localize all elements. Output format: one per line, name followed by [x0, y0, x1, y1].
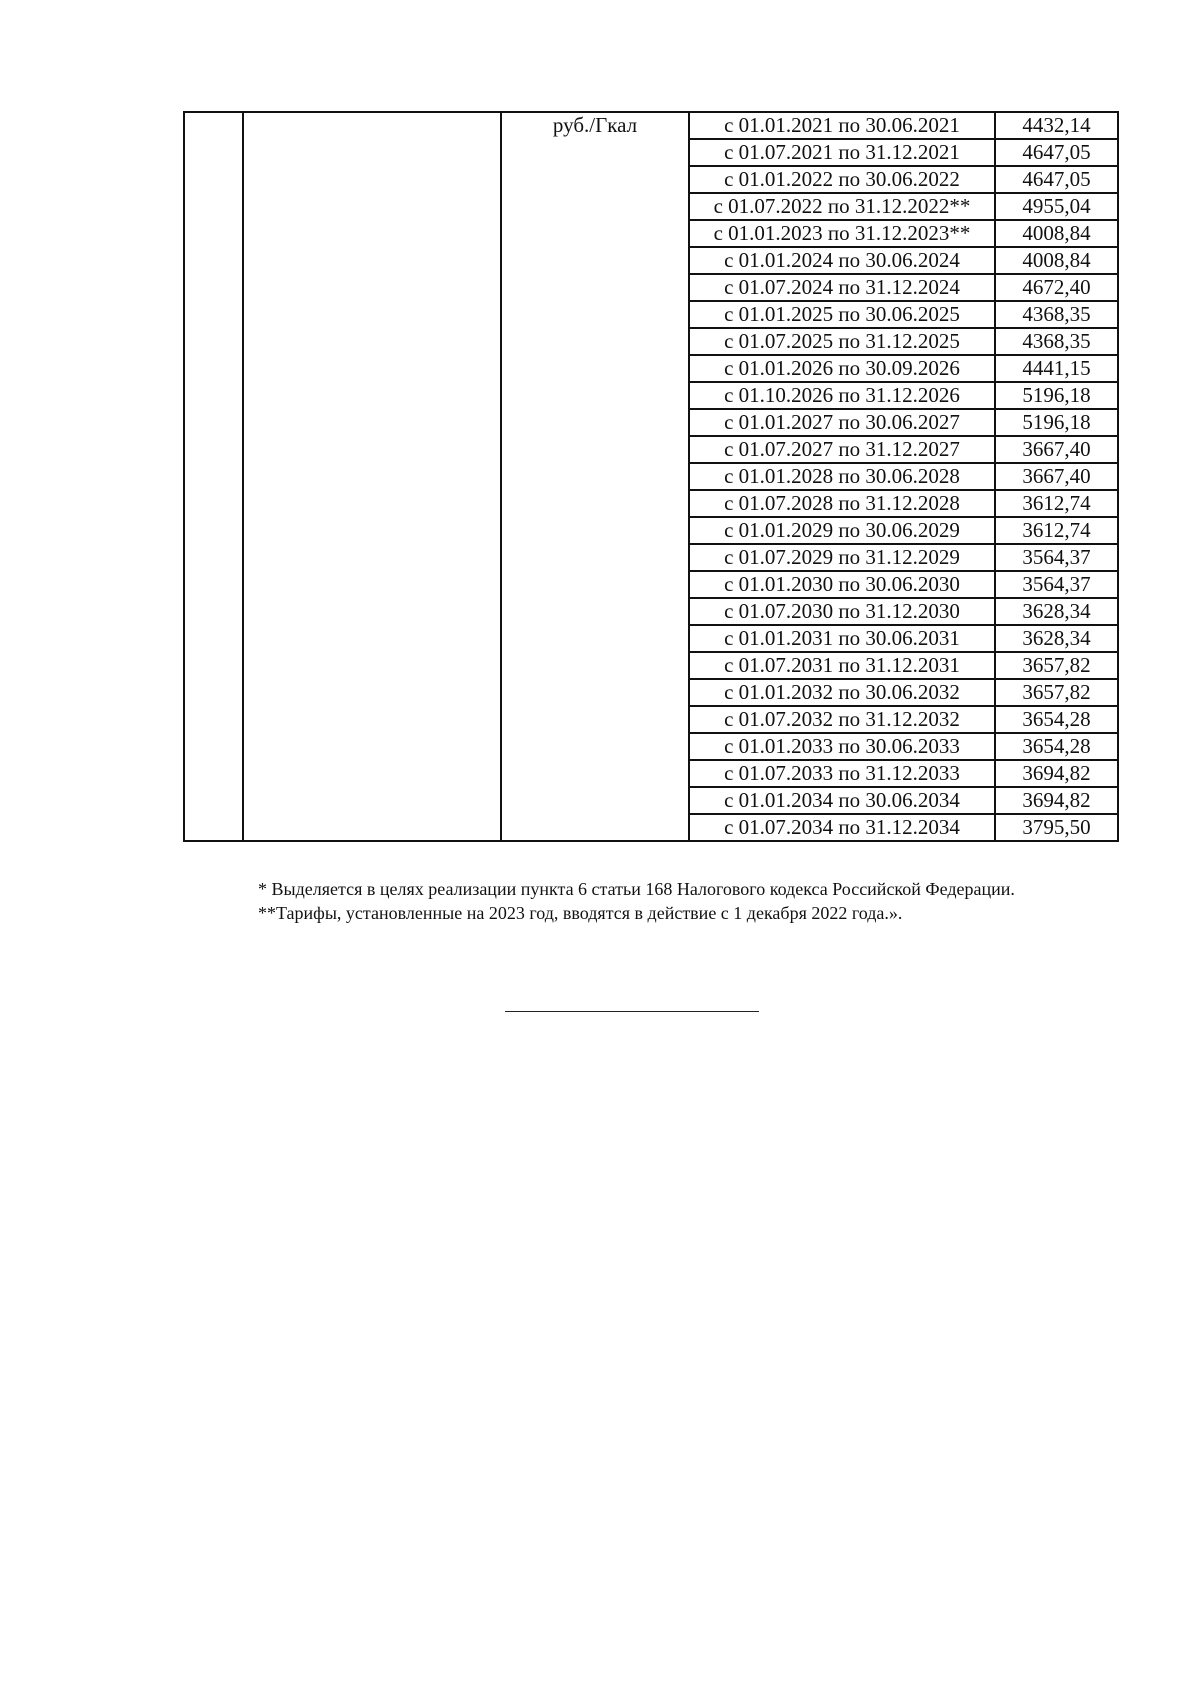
tariff-value-cell: 3694,82: [995, 760, 1118, 787]
tariff-value-cell: 3612,74: [995, 490, 1118, 517]
period-cell: с 01.01.2026 по 30.09.2026: [689, 355, 995, 382]
period-cell: с 01.01.2021 по 30.06.2021: [689, 112, 995, 139]
separator-line: [505, 1011, 759, 1012]
period-cell: с 01.07.2025 по 31.12.2025: [689, 328, 995, 355]
tariff-value-cell: 3628,34: [995, 598, 1118, 625]
period-cell: с 01.01.2027 по 30.06.2027: [689, 409, 995, 436]
period-cell: с 01.07.2032 по 31.12.2032: [689, 706, 995, 733]
period-cell: с 01.07.2029 по 31.12.2029: [689, 544, 995, 571]
period-cell: с 01.01.2029 по 30.06.2029: [689, 517, 995, 544]
tariff-value-cell: 4008,84: [995, 247, 1118, 274]
tariff-value-cell: 4368,35: [995, 301, 1118, 328]
tariff-value-cell: 3654,28: [995, 706, 1118, 733]
table-row: [184, 112, 1118, 139]
period-cell: с 01.07.2021 по 31.12.2021: [689, 139, 995, 166]
period-cell: с 01.07.2027 по 31.12.2027: [689, 436, 995, 463]
tariff-value-cell: 5196,18: [995, 409, 1118, 436]
tariff-value-cell: 3667,40: [995, 436, 1118, 463]
period-cell: с 01.01.2024 по 30.06.2024: [689, 247, 995, 274]
tariff-value-cell: 3564,37: [995, 571, 1118, 598]
footnote-2023-tariffs: **Тарифы, установленные на 2023 год, вводятся в действие с 1 декабря 2022 года.».: [258, 903, 903, 923]
period-cell: с 01.07.2030 по 31.12.2030: [689, 598, 995, 625]
tariff-table: [183, 111, 1119, 842]
tariff-value-cell: 3657,82: [995, 679, 1118, 706]
period-cell: с 01.01.2023 по 31.12.2023**: [689, 220, 995, 247]
tariff-value-cell: 4672,40: [995, 274, 1118, 301]
footnotes: [195, 877, 1025, 925]
tariff-value-cell: 3795,50: [995, 814, 1118, 841]
tariff-value-cell: 4441,15: [995, 355, 1118, 382]
tariff-value-cell: 3564,37: [995, 544, 1118, 571]
tariff-value-cell: 3654,28: [995, 733, 1118, 760]
tariff-value-cell: 3667,40: [995, 463, 1118, 490]
period-cell: с 01.01.2028 по 30.06.2028: [689, 463, 995, 490]
period-cell: с 01.10.2026 по 31.12.2026: [689, 382, 995, 409]
tariff-table-body: [184, 112, 1118, 841]
period-cell: с 01.07.2034 по 31.12.2034: [689, 814, 995, 841]
tariff-value-cell: 3657,82: [995, 652, 1118, 679]
period-cell: с 01.01.2034 по 30.06.2034: [689, 787, 995, 814]
row-number-cell: [184, 112, 243, 841]
period-cell: с 01.07.2028 по 31.12.2028: [689, 490, 995, 517]
organization-cell: [243, 112, 501, 841]
tariff-value-cell: 4647,05: [995, 166, 1118, 193]
tariff-value-cell: 3694,82: [995, 787, 1118, 814]
tariff-value-cell: 4008,84: [995, 220, 1118, 247]
period-cell: с 01.07.2022 по 31.12.2022**: [689, 193, 995, 220]
period-cell: с 01.01.2030 по 30.06.2030: [689, 571, 995, 598]
tariff-value-cell: 4647,05: [995, 139, 1118, 166]
tariff-value-cell: 4368,35: [995, 328, 1118, 355]
tariff-value-cell: 4432,14: [995, 112, 1118, 139]
tariff-value-cell: 3612,74: [995, 517, 1118, 544]
tariff-value-cell: 5196,18: [995, 382, 1118, 409]
period-cell: с 01.07.2033 по 31.12.2033: [689, 760, 995, 787]
period-cell: с 01.01.2031 по 30.06.2031: [689, 625, 995, 652]
period-cell: с 01.01.2032 по 30.06.2032: [689, 679, 995, 706]
tariff-value-cell: 3628,34: [995, 625, 1118, 652]
period-cell: с 01.01.2025 по 30.06.2025: [689, 301, 995, 328]
period-cell: с 01.07.2024 по 31.12.2024: [689, 274, 995, 301]
unit-cell: руб./Гкал: [501, 112, 689, 841]
tariff-value-cell: 4955,04: [995, 193, 1118, 220]
period-cell: с 01.07.2031 по 31.12.2031: [689, 652, 995, 679]
footnote-vat: * Выделяется в целях реализации пункта 6 статьи 168 Налогового кодекса Российской Федерации.: [258, 879, 1015, 899]
period-cell: с 01.01.2022 по 30.06.2022: [689, 166, 995, 193]
period-cell: с 01.01.2033 по 30.06.2033: [689, 733, 995, 760]
